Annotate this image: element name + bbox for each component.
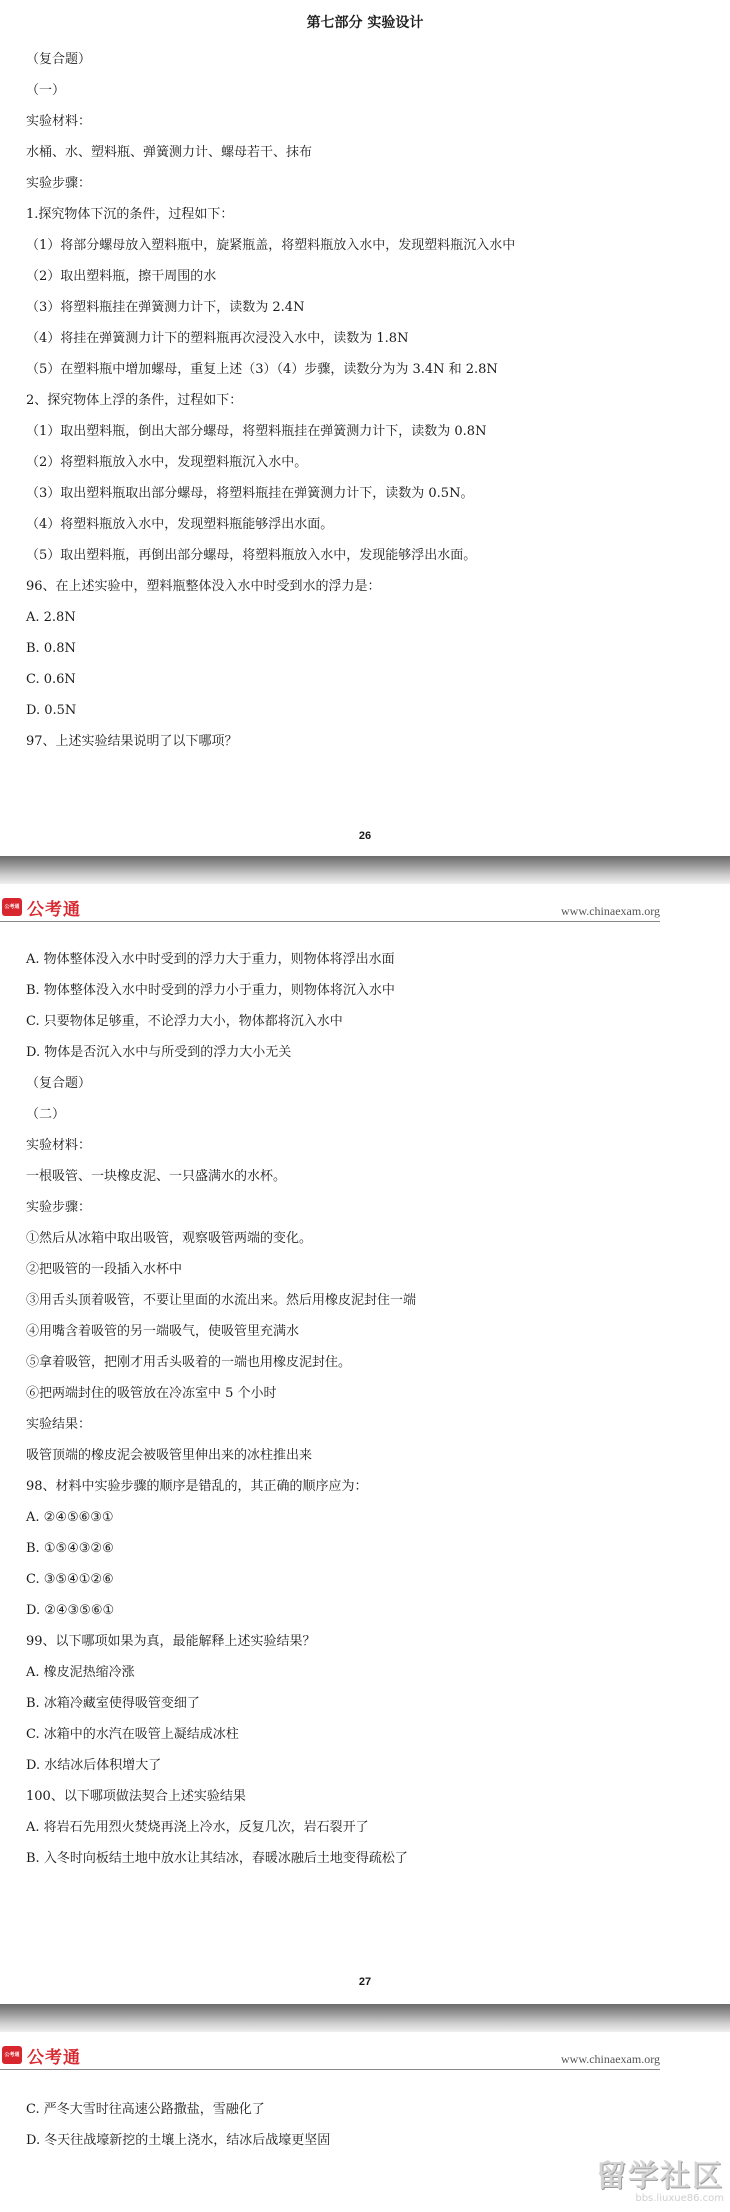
- text-line: （5）在塑料瓶中增加螺母，重复上述（3）（4）步骤，读数分为为 3.4N 和 2.8N: [26, 362, 498, 377]
- text-line: 实验材料：: [26, 1138, 92, 1153]
- text-line: 水桶、水、塑料瓶、弹簧测力计、螺母若干、抹布: [26, 145, 313, 160]
- page-number: 27: [358, 1976, 372, 1988]
- text-line: 100、以下哪项做法契合上述实验结果: [26, 1789, 246, 1804]
- text-line: （3）取出塑料瓶取出部分螺母，将塑料瓶挂在弹簧测力计下，读数为 0.5N。: [26, 486, 474, 501]
- text-line: ②把吸管的一段插入水杯中: [26, 1262, 183, 1277]
- page-separator: [0, 2004, 730, 2032]
- text-line: C. 0.6N: [26, 672, 76, 687]
- text-line: A. ②④⑤⑥③①: [26, 1510, 114, 1525]
- site-watermark: [596, 2151, 724, 2204]
- text-line: （5）取出塑料瓶，再倒出部分螺母，将塑料瓶放入水中，发现能够浮出水面。: [26, 548, 477, 563]
- text-line: B. 0.8N: [26, 641, 76, 656]
- text-line: （复合题）: [26, 1076, 92, 1091]
- text-line: D. 冬天往战壕新挖的土壤上浇水，结冰后战壕更坚固: [26, 2133, 331, 2148]
- page-27-content: [26, 944, 710, 1874]
- brand-logo: [2, 2044, 81, 2066]
- text-line: （一）: [26, 83, 66, 98]
- text-line: （复合题）: [26, 52, 92, 67]
- document-page-28: [0, 2032, 730, 2212]
- page-header: [0, 894, 730, 922]
- document-page-26: [0, 0, 730, 856]
- text-line: B. 物体整体没入水中时受到的浮力小于重力，则物体将沉入水中: [26, 983, 395, 998]
- text-line: A. 将岩石先用烈火焚烧再浇上冷水，反复几次，岩石裂开了: [26, 1820, 369, 1835]
- text-line: C. 只要物体足够重，不论浮力大小，物体都将沉入水中: [26, 1014, 343, 1029]
- text-line: 1.探究物体下沉的条件，过程如下：: [26, 207, 234, 222]
- text-line: ③用舌头顶着吸管，不要让里面的水流出来。然后用橡皮泥封住一端: [26, 1293, 417, 1308]
- text-line: 吸管顶端的橡皮泥会被吸管里伸出来的冰柱推出来: [26, 1448, 313, 1463]
- text-line: D. 0.5N: [26, 703, 77, 718]
- text-line: A. 物体整体没入水中时受到的浮力大于重力，则物体将浮出水面: [26, 952, 395, 967]
- header-rule: [0, 921, 660, 922]
- site-url: www.chinaexam.org: [561, 904, 660, 918]
- logo-badge-icon: 公考通: [2, 2046, 22, 2064]
- text-line: D. 水结冰后体积增大了: [26, 1758, 162, 1773]
- logo-text: 公考通: [27, 2047, 81, 2068]
- text-line: 96、在上述实验中，塑料瓶整体没入水中时受到水的浮力是：: [26, 579, 381, 594]
- logo-text: 公考通: [27, 899, 81, 920]
- site-url: www.chinaexam.org: [561, 2052, 660, 2066]
- page-28-content: [26, 2094, 710, 2156]
- text-line: 一根吸管、一块橡皮泥、一只盛满水的水杯。: [26, 1169, 287, 1184]
- text-line: （1）将部分螺母放入塑料瓶中，旋紧瓶盖，将塑料瓶放入水中，发现塑料瓶沉入水中: [26, 238, 516, 253]
- text-line: B. ①⑤④③②⑥: [26, 1541, 114, 1556]
- text-line: A. 2.8N: [26, 610, 76, 625]
- watermark-url: bbs.liuxue86.com: [635, 2193, 724, 2204]
- text-line: C. 严冬大雪时往高速公路撒盐，雪融化了: [26, 2102, 265, 2117]
- logo-badge-icon: 公考通: [2, 898, 22, 916]
- page-number: 26: [358, 830, 372, 842]
- text-line: （1）取出塑料瓶，倒出大部分螺母，将塑料瓶挂在弹簧测力计下，读数为 0.8N: [26, 424, 487, 439]
- text-line: C. 冰箱中的水汽在吸管上凝结成冰柱: [26, 1727, 239, 1742]
- text-line: 实验步骤：: [26, 1200, 92, 1215]
- watermark-logo: 留学社区: [596, 2159, 724, 2194]
- text-line: （4）将挂在弹簧测力计下的塑料瓶再次浸没入水中，读数为 1.8N: [26, 331, 409, 346]
- text-line: 实验结果：: [26, 1417, 92, 1432]
- text-line: A. 橡皮泥热缩冷涨: [26, 1665, 135, 1680]
- text-line: （2）将塑料瓶放入水中，发现塑料瓶沉入水中。: [26, 455, 308, 470]
- text-line: D. ②④③⑤⑥①: [26, 1603, 115, 1618]
- page-26-content: [26, 44, 710, 757]
- text-line: （4）将塑料瓶放入水中，发现塑料瓶能够浮出水面。: [26, 517, 334, 532]
- text-line: B. 冰箱冷藏室使得吸管变细了: [26, 1696, 200, 1711]
- text-line: B. 入冬时向板结土地中放水让其结冰，春暖冰融后土地变得疏松了: [26, 1851, 408, 1866]
- text-line: 实验步骤：: [26, 176, 92, 191]
- section-title: 第七部分 实验设计: [306, 15, 424, 31]
- header-rule: [0, 2069, 660, 2070]
- brand-logo: [2, 896, 81, 918]
- text-line: ④用嘴含着吸管的另一端吸气，使吸管里充满水: [26, 1324, 300, 1339]
- text-line: C. ③⑤④①②⑥: [26, 1572, 114, 1587]
- text-line: ⑤拿着吸管，把刚才用舌头吸着的一端也用橡皮泥封住。: [26, 1355, 352, 1370]
- text-line: 97、上述实验结果说明了以下哪项？: [26, 734, 238, 749]
- text-line: 实验材料：: [26, 114, 92, 129]
- page-header: [0, 2042, 730, 2070]
- text-line: ①然后从冰箱中取出吸管，观察吸管两端的变化。: [26, 1231, 313, 1246]
- text-line: 2、探究物体上浮的条件，过程如下：: [26, 393, 243, 408]
- document-page-27: [0, 884, 730, 2004]
- text-line: 99、以下哪项如果为真，最能解释上述实验结果？: [26, 1634, 316, 1649]
- text-line: ⑥把两端封住的吸管放在冷冻室中 5 个小时: [26, 1386, 277, 1401]
- text-line: D. 物体是否沉入水中与所受到的浮力大小无关: [26, 1045, 292, 1060]
- text-line: （二）: [26, 1107, 66, 1122]
- text-line: （2）取出塑料瓶，擦干周围的水: [26, 269, 217, 284]
- text-line: （3）将塑料瓶挂在弹簧测力计下，读数为 2.4N: [26, 300, 305, 315]
- text-line: 98、材料中实验步骤的顺序是错乱的，其正确的顺序应为：: [26, 1479, 368, 1494]
- page-separator: [0, 856, 730, 884]
